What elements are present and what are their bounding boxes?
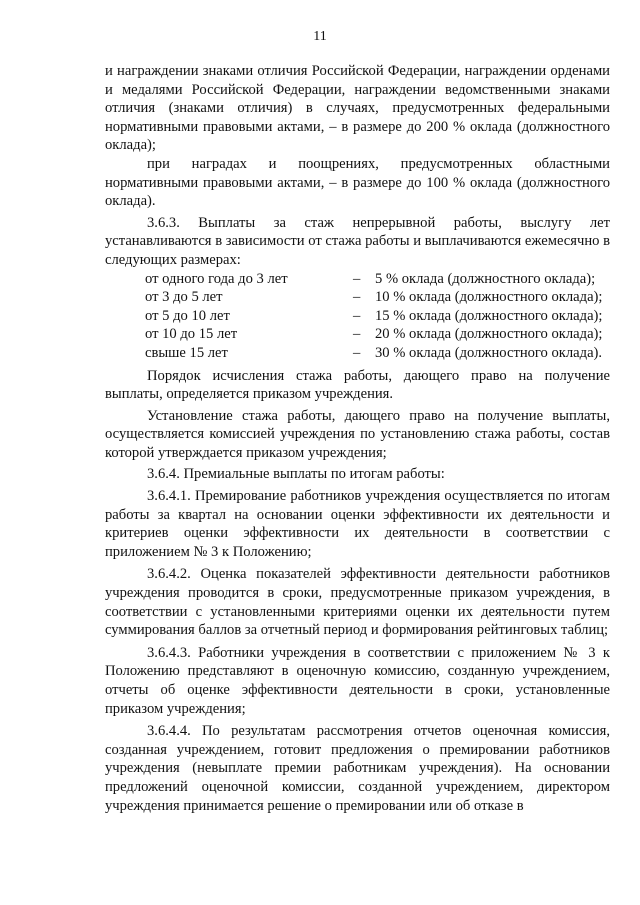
rate-dash: – [353, 289, 361, 306]
paragraph-seniority-commission: Установление стажа работы, дающего право на получение выплаты, осуществляется комиссией учреждения по установлению стажа работы, состав которой утверждается приказом учреждения; [105, 407, 610, 461]
page-number: 11 [313, 29, 327, 44]
rate-row [145, 307, 610, 326]
rate-dash: – [353, 344, 361, 361]
rate-amount: 30 % оклада (должностного оклада). [375, 344, 603, 361]
rate-row [145, 344, 610, 363]
rate-dash: – [353, 270, 361, 287]
rate-period: свыше 15 лет [145, 344, 228, 361]
paragraph-3-6-4-4: 3.6.4.4. По результатам рассмотрения отчетов оценочная комиссия, созданная учреждением, готовит предложения о премировании работников учреждения (невыплате премии работникам учреждения). На основании предложений оценочной комиссии, созданной учреждением, директором учреждения принимается решение о премировании или об отказе в [105, 723, 610, 814]
paragraph-awards-regional: при наградах и поощрениях, предусмотренных областными нормативными правовыми актами, – в размере до 100 % оклада (должностного оклада). [105, 155, 610, 210]
rate-row [145, 270, 610, 289]
paragraph-3-6-4: 3.6.4. Премиальные выплаты по итогам работы: [147, 466, 445, 483]
seniority-rates-table [145, 270, 610, 363]
paragraph-3-6-3: 3.6.3. Выплаты за стаж непрерывной работы, выслугу лет устанавливаются в зависимости от стажа работы и выплачиваются ежемесячно в следующих размерах: [105, 214, 610, 268]
paragraph-3-6-4-1: 3.6.4.1. Премирование работников учреждения осуществляется по итогам работы за квартал на основании оценки эффективности их деятельности и критериев оценки эффективности их деятельности в соответствии с приложением № 3 к Положению; [105, 488, 610, 560]
rate-period: от одного года до 3 лет [145, 270, 288, 287]
paragraph-awards-federal: и награждении знаками отличия Российской Федерации, награждении орденами и медалями Российской Федерации, награждении ведомственными знаками отличия (знаками отличия) в случаях, предусмотренных федеральными нормативными правовыми актами, – в размере до 200 % оклада (должностного оклада); [105, 63, 610, 154]
rate-value [353, 325, 602, 344]
rate-period: от 3 до 5 лет [145, 289, 223, 306]
rate-dash: – [353, 307, 361, 324]
paragraph-seniority-calculation: Порядок исчисления стажа работы, дающего право на получение выплаты, определяется приказом учреждения. [105, 367, 610, 403]
rate-value [353, 270, 595, 289]
paragraph-3-6-4-3: 3.6.4.3. Работники учреждения в соответствии с приложением № 3 к Положению представляют в оценочную комиссию, созданную учреждением, отчеты об оценке эффективности деятельности в сроки, установленные приказом учреждения; [105, 644, 610, 717]
rate-amount: 20 % оклада (должностного оклада); [375, 326, 603, 343]
rate-period: от 5 до 10 лет [145, 307, 230, 324]
rate-value [353, 288, 602, 307]
rate-row [145, 325, 610, 344]
paragraph-3-6-4-2: 3.6.4.2. Оценка показателей эффективности деятельности работников учреждения проводится в сроки, предусмотренные приказом учреждения, в соответствии с установленными критериями оценки их деятельности путем суммирования баллов за отчетный период и формирования рейтинговых таблиц; [105, 566, 610, 639]
document-body [105, 62, 610, 815]
rate-row [145, 288, 610, 307]
rate-value [353, 344, 602, 363]
rate-period: от 10 до 15 лет [145, 326, 238, 343]
rate-amount: 15 % оклада (должностного оклада); [375, 307, 603, 324]
rate-dash: – [353, 326, 361, 343]
rate-amount: 10 % оклада (должностного оклада); [375, 289, 603, 306]
rate-value [353, 307, 602, 326]
rate-amount: 5 % оклада (должностного оклада); [375, 270, 596, 287]
